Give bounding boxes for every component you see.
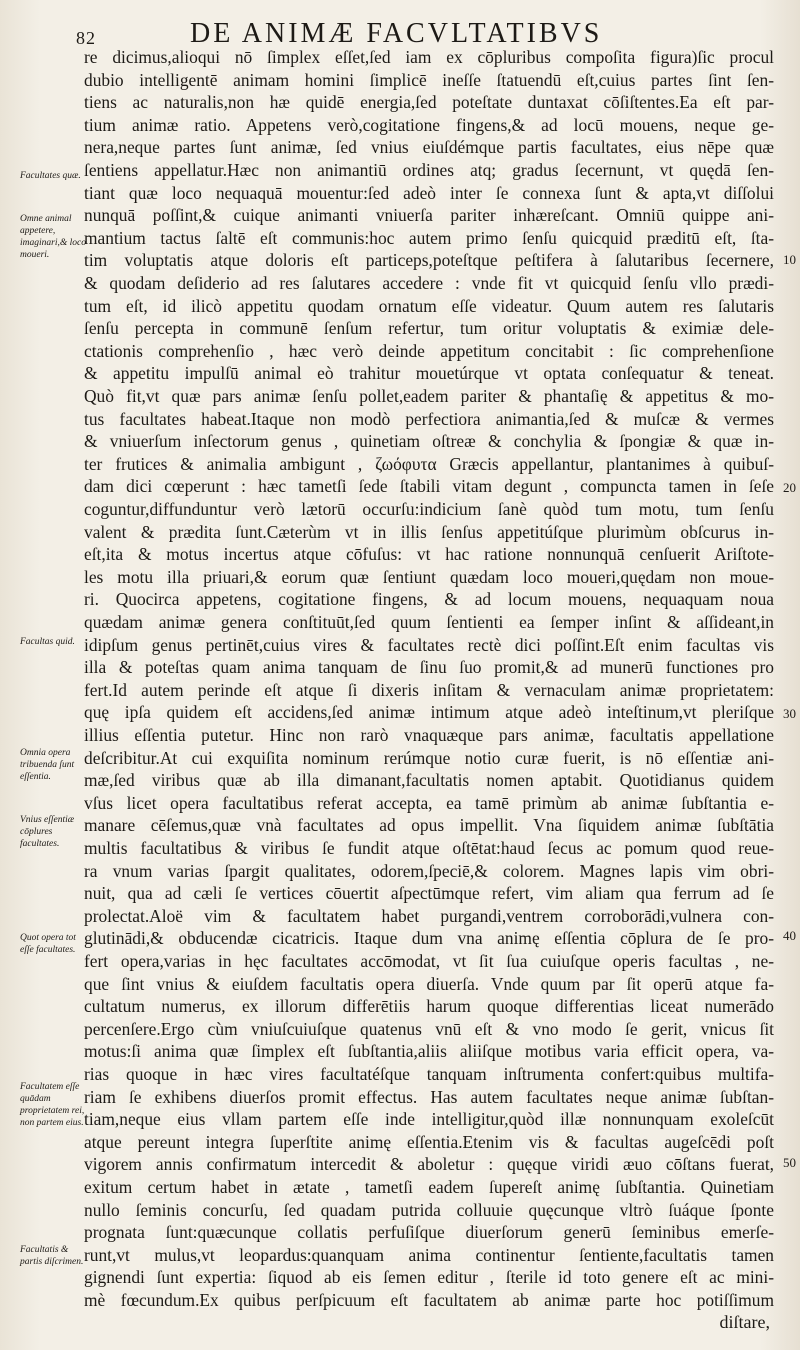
catchword: diſtare, xyxy=(719,1312,770,1332)
text-line: atque pereunt integra ſuperſtite animę eſſentia.Etenim vis & facultas augeſcēdi poſt xyxy=(84,1131,774,1152)
text-line: mæ,ſed viribus quæ ab illa dimanant,facultatis nomen aptabit. Quotidianus quidem xyxy=(84,770,774,791)
text-line: les motu illa priuari,& eorum quæ ſentiunt quædam loco moueri,quędam non moue- xyxy=(84,566,774,587)
text-line: mè fœcundum.Ex quibus perſpicuum eſt facultatem ab animæ parte hoc potiſſimum xyxy=(84,1290,774,1310)
text-line: riam ſe exhibens diuerſos promit effectus. Has autem facultates neque animæ ſubſtan- xyxy=(84,1086,774,1107)
text-line: multis facultatibus & viribus ſe fundit atque oſtētat:haud ſecus ac pomum quod reue- xyxy=(84,838,774,858)
text-line: vſus licet opera facultatibus referat accepta, ea tamē primùm ab animæ ſubſtantia e- xyxy=(84,792,774,813)
margin-note-facultas-quid: Facultas quid. xyxy=(20,637,75,647)
text-line: tium animæ ratio. Appetens verò,cogitatione fingens,& ad locū mouens, neque ge- xyxy=(84,114,774,135)
text-line: percenſere.Ergo cùm vniuſcuiuſque quatenus vnū eſt & vno modo ſe gerit, vnicus ſit xyxy=(84,1018,774,1039)
text-line: tiam,neque eius vllam partem eſſe inde intelligitur,quòd illæ nonnunquam exoleſcūt xyxy=(84,1109,774,1130)
line-number-30: 30 xyxy=(783,706,796,721)
text-line: glutinādi,& obducendæ cicatricis. Itaque dum vna animę eſſentia cōplura de ſe pro- xyxy=(84,928,774,949)
text-line: rias quoque in hæc vires facultatéſque tanquam inſtrumenta confert:quibus multifa- xyxy=(84,1064,774,1084)
text-line: Quò fit,vt quæ pars animæ ſenſu pollet,eadem pariter & phantaſię & appetitus & mo- xyxy=(84,386,774,406)
text-line: ra vnum varias ſpargit qualitates, odorem,ſpeciē,& colorem. Magnes lapis vim obri- xyxy=(84,860,774,881)
main-text xyxy=(84,46,774,1346)
text-line: dubio intelligentē animam homini ſimplicē ineſſe ſtatuendū eſt,cuius partes ſint ſen- xyxy=(84,69,774,90)
text-line: idipſum genus pertinēt,cuius vires & facultates rectè dici poſſint.Eſt enim facultas vis xyxy=(84,634,774,655)
margin-note-facultates: Facultates quæ. xyxy=(20,171,81,181)
text-line: cultatum numerus, ex illorum differētiis harum quoque differentias liceat numerādo xyxy=(84,996,774,1017)
text-line: deſcribitur.At cui exquiſita nominum rerúmque notio curæ fuerit, is nō eſſentiæ ani- xyxy=(84,747,774,768)
text-line: coguntur,diffunduntur verò lætorū occurſu:indicium ſanè quòd tum motu, tum ſenſu xyxy=(84,499,774,519)
text-line: dam dici cœperunt : hæc tametſi ſede ſtabili vitam degunt , compuncta tamen in ſeſe xyxy=(84,476,774,497)
text-line: prolectat.Aloë vim & facultatem habet purgandi,ventrem corroborādi,vulnera con- xyxy=(84,905,774,926)
text-line: prognata ſunt:quæcunque collatis perfuſiſque diuerſorum generū ſeminibus emerſe- xyxy=(84,1222,774,1243)
line-number-40: 40 xyxy=(783,928,796,943)
text-line: nera,neque partes ſunt animæ, ſed vnius eiuſdémque partis facultates, eius nēpe quæ xyxy=(84,137,774,158)
text-line: nunquā poſſint,& cuique animanti vniuerſa pariter inhæreſcant. Omniū quippe ani- xyxy=(84,205,774,226)
text-line: manare cēſemus,quæ vnà facultates ad opus impellit. Vna ſiquidem animæ ſubſtātia xyxy=(84,815,774,836)
text-line: & vniuerſum inſectorum genus , quinetiam oſtreæ & conchylia & ſpongiæ & quæ in- xyxy=(84,431,774,452)
text-line: vigorem annis confirmatum intercedit & aboletur : quęque viridi æuo cōſtans fuerat, xyxy=(84,1154,774,1175)
text-line: tus facultates habeat.Itaque non modò perfectiora animantia,ſed & muſcæ & vermes xyxy=(84,408,774,429)
line-number-50: 50 xyxy=(783,1155,796,1170)
text-line: runt,vt mulus,vt leopardus:quanquam anima continentur ſentiente,facultatis tamen xyxy=(84,1244,774,1265)
page-number: 82 xyxy=(76,28,96,48)
margin-note-quot-opera: Quot opera tot eſſe facultates. xyxy=(20,933,76,955)
running-title: DE ANIMÆ FACVLTATIBVS xyxy=(190,18,603,49)
text-line: fert opera,varias in hęc facultates accōmodat, vt ſit ſua cuiuſque operis facultas , ne- xyxy=(84,951,774,971)
margin-note-omnia-opera: Omnia opera tribuenda ſunt eſſentia. xyxy=(20,748,75,782)
text-line: tim voluptatis atque doloris eſt particeps,poteſtque peſtifera à ſalutaribus ſecernere, xyxy=(84,250,774,271)
text-line: illius eſſentia putetur. Hinc non rarò vnaquæque pars animæ, facultatis appellatione xyxy=(84,725,774,745)
text-line: tiant quæ loco nequaquā mouentur:ſed adeò inter ſe connexa ſunt & apta,vt diſſolui xyxy=(84,182,774,203)
text-line: motus:ſi anima quæ ſimplex eſt ſubſtantia,aliis aliiſque motibus varia efficit opera, va- xyxy=(84,1041,774,1062)
text-line: valent & prædita ſunt.Cæterùm vt in illis ſenſus appetitúſque plurimùm obſcurus in- xyxy=(84,521,774,542)
text-line: tiens ac naturalis,non hæ quidē energia,ſed poteſtate duntaxat cōſiſtentes.Ea eſt par- xyxy=(84,92,774,113)
text-line: nullo ſeminis concurſu, ſed quadam putrida colluuie quęcunque vltrò ſuáque ſponte xyxy=(84,1199,774,1220)
text-line: ri. Quocirca appetens, cogitatione fingens, & ad locum mouens, nequaquam noua xyxy=(84,589,774,610)
text-line: illa & poteſtas quam anima tanquam de ſinu ſuo promit,& ad munerū functiones pro xyxy=(84,657,774,678)
text-line: exitum certum habet in ætate , tametſi eadem ſupereſt animę ſubſtantia. Quinetiam xyxy=(84,1177,774,1197)
margin-note-facultatis-discrimen: Facultatis & partis diſcrimen. xyxy=(20,1245,84,1267)
text-line: gignendi ſunt expertia: ſiquod ab eis ſemen editur , ſterile id toto genere eſt ac mini- xyxy=(84,1267,774,1288)
line-number-20: 20 xyxy=(783,480,796,495)
text-line: quę ipſa quidem eſt accidens,ſed animæ intimum atque adeò inteſtinum,vt pleriſque xyxy=(84,702,774,723)
margin-note-vnius-essentiae: Vnius eſſentiæ cōplures facultates. xyxy=(20,815,75,849)
text-line: ſenſu percepta in communē ſenſum refertur, tum oritur voluptatis & eximiæ dele- xyxy=(84,318,774,339)
text-line: eſt,ita & motus incertus atque cōfuſus: vt hac ratione nonnunquā cenſuerit Ariſtote- xyxy=(84,544,774,565)
text-line: re dicimus,alioqui nō ſimplex eſſet,ſed iam ex cōpluribus compoſita figura)ſic procul xyxy=(84,47,774,67)
line-number-10: 10 xyxy=(783,252,796,267)
text-line: ter frutices & animalia ambigunt , ζωόφυτα Græcis appellantur, plantanimes à quibuſ- xyxy=(84,453,774,474)
text-line: tum eſt, id ilicò appetitu quodam ornatum eſſe videatur. Quum autem res ſalutaris xyxy=(84,295,774,316)
margin-note-omne-animal: Omne animal appetere, imaginari,& loco moueri. xyxy=(20,214,86,260)
text-line: ctationis comprehenſio , hæc verò deinde appetitum concitabit : ſic comprehenſione xyxy=(84,340,774,361)
text-line: que ſint vnius & eiuſdem facultatis opera diuerſa. Vnde quum par ſit operū atque fa- xyxy=(84,973,774,994)
text-line: fert.Id autem perinde eſt atque ſi dixeris inſitam & vernaculam animæ proprietatem: xyxy=(84,679,774,700)
text-line: quædam animæ genera conſtituūt,ſed quum ſentienti ea ſemper inſint & aſſideant,in xyxy=(84,612,774,632)
text-line: ſentiens appellatur.Hæc non animantiū ordines atq; gradus ſecernunt, vt quędā ſen- xyxy=(84,160,774,180)
margin-note-facultatem-esse: Facultatem eſſe quādam proprietatem rei, non partem eius. xyxy=(20,1082,85,1128)
text-line: nuit, qua ad cæli ſe vertices cōuertit aſpectūmque refert, vim aliam qua ferrum ad ſe xyxy=(84,883,774,904)
text-line: mantium tactus ſaltē eſt communis:hoc autem primo ſenſu quicquid præditū eſt, ſta- xyxy=(84,227,774,248)
text-line: & quodam deſiderio ad res ſalutares accedere : vnde fit vt quicquid ſenſu vllo prædi- xyxy=(84,273,774,293)
text-line: & appetitu impulſū animal eò trahitur mouetúrque vt optata conſequatur & teneat. xyxy=(84,363,774,384)
